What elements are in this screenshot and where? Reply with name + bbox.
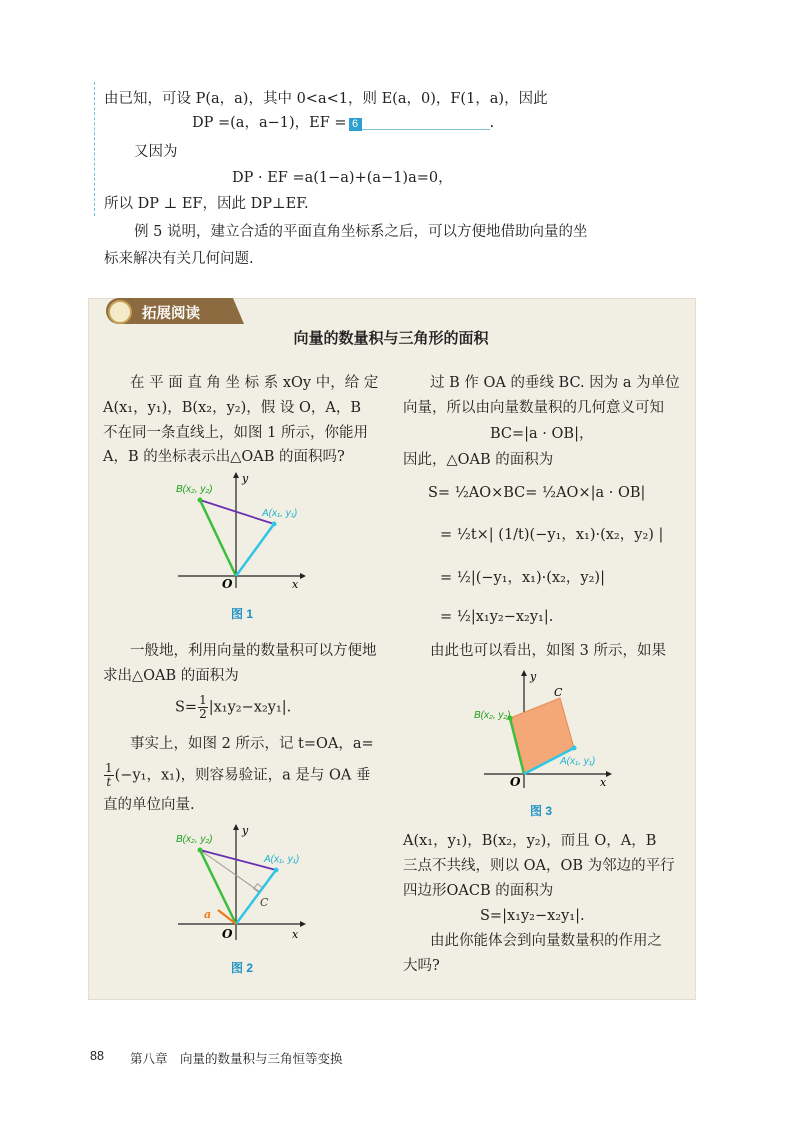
label-o: O <box>510 775 521 789</box>
margin-dashed-line <box>94 82 95 216</box>
reading-tag-label: 拓展阅读 <box>142 306 200 322</box>
blank-number-badge: 6 <box>349 118 362 131</box>
figure-2-caption: 图 2 <box>231 961 254 975</box>
area-formula-2: S=|x₁y₂−x₂y₁|. <box>480 908 585 924</box>
figure-3 <box>470 668 620 792</box>
equation-1: S= ½AO×BC= ½AO×|a · OB| <box>428 485 646 501</box>
equation-4: = ½|x₁y₂−x₂y₁|. <box>440 609 554 625</box>
fraction-half: $\frac{1}{2}$ <box>199 693 207 721</box>
fraction-1-over-t: $\frac{1}{t}$ <box>105 761 113 789</box>
left-p3-l3: 直的单位向量. <box>103 797 195 813</box>
figure-3-caption: 图 3 <box>530 804 553 818</box>
formula-rhs: |x₁y₂−x₂y₁|. <box>208 699 292 716</box>
dot-product-equation: DP · EF =a(1−a)+(a−1)a=0， <box>232 170 453 186</box>
right-p3: 由此也可以看出，如图 3 所示，如果 <box>430 643 666 659</box>
label-y: y <box>242 472 249 485</box>
chapter-title: 第八章 向量的数量积与三角恒等变换 <box>130 1051 343 1066</box>
left-p1-l4: A，B 的坐标表示出△OAB 的面积吗? <box>103 449 345 465</box>
paragraph-line-2: 标来解决有关几何问题. <box>104 251 254 267</box>
formula-lhs: S= <box>175 699 198 716</box>
left-p2-l2: 求出△OAB 的面积为 <box>103 668 239 684</box>
point-b <box>198 498 203 503</box>
period: . <box>489 115 495 131</box>
figure-2 <box>170 822 310 944</box>
label-a: A(x₁, y₁) <box>560 756 596 767</box>
label-c: C <box>554 686 563 699</box>
y-axis-arrow <box>233 472 239 478</box>
left-p1-l3: 不在同一条直线上，如图 1 所示，你能用 <box>103 425 368 441</box>
right-p4-l2: 三点不共线，则以 OA，OB 为邻边的平行 <box>403 858 675 874</box>
label-a: A(x₁, y₁) <box>262 508 298 519</box>
bc-formula: BC=|a · OB|， <box>490 426 594 442</box>
text-line-2 <box>192 113 494 133</box>
answer-blank[interactable] <box>362 117 490 130</box>
vector-oa <box>236 870 276 924</box>
x-axis-arrow <box>300 573 306 579</box>
right-p5-l2: 大吗? <box>403 958 440 974</box>
label-a: A(x₁, y₁) <box>264 854 300 865</box>
label-x: x <box>292 928 299 941</box>
label-unit-a: a <box>204 908 212 921</box>
label-b: B(x₂, y₂) <box>176 834 213 845</box>
point-a <box>272 522 277 527</box>
right-p5-l1: 由此你能体会到向量数量积的作用之 <box>430 933 662 949</box>
equation-2: = ½t×| (1/t)(−y₁，x₁)·(x₂，y₂) | <box>440 527 664 543</box>
text-line-3: 又因为 <box>134 144 178 160</box>
book-icon <box>108 300 132 324</box>
left-p3-l2-text: (−y₁，x₁)，则容易验证，a 是与 OA 垂 <box>114 767 371 784</box>
right-p2: 因此，△OAB 的面积为 <box>403 452 554 468</box>
conclusion-line: 所以 DP ⊥ EF，因此 DP⊥EF. <box>104 196 309 212</box>
right-p4-l3: 四边形OACB 的面积为 <box>403 883 554 899</box>
vector-oa <box>236 524 274 576</box>
vector-ob <box>200 500 236 576</box>
left-p3-l1: 事实上，如图 2 所示，记 t=OA，a= <box>130 736 374 752</box>
page-number: 88 <box>90 1049 104 1063</box>
panel-title: 向量的数量积与三角形的面积 <box>293 330 489 347</box>
right-p1-l2: 向量，所以由向量数量积的几何意义可知 <box>403 400 664 416</box>
left-p2-l1: 一般地，利用向量的数量积可以方便地 <box>130 643 377 659</box>
figure-1 <box>170 470 310 590</box>
label-y: y <box>242 824 249 837</box>
label-o: O <box>222 577 233 590</box>
equation-3: = ½|(−y₁，x₁)·(x₂，y₂)| <box>440 570 605 586</box>
label-x: x <box>292 578 299 590</box>
label-o: O <box>222 927 233 941</box>
label-b: B(x₂, y₂) <box>176 484 213 495</box>
panel-zigzag-border <box>88 992 696 1002</box>
area-formula-1 <box>175 694 291 721</box>
right-p1-l1: 过 B 作 OA 的垂线 BC. 因为 a 为单位 <box>430 375 680 391</box>
label-y: y <box>530 670 537 683</box>
label-x: x <box>600 776 607 789</box>
left-p1-l1: 在 平 面 直 角 坐 标 系 xOy 中，给 定 <box>130 375 379 391</box>
label-c: C <box>260 896 269 909</box>
figure-1-caption: 图 1 <box>231 607 254 621</box>
label-b: B(x₂, y₂) <box>474 710 511 721</box>
right-p4-l1: A(x₁，y₁)，B(x₂，y₂)，而且 O，A，B <box>403 833 657 849</box>
paragraph-line-1: 例 5 说明，建立合适的平面直角坐标系之后，可以方便地借助向量的坐 <box>134 224 588 240</box>
left-p3-l2 <box>103 762 370 789</box>
left-p1-l2: A(x₁，y₁)，B(x₂，y₂)，假 设 O，A，B <box>103 400 361 416</box>
text-line-1: 由已知，可设 P(a，a)，其中 0<a<1，则 E(a，0)，F(1，a)，因此 <box>104 91 548 107</box>
vector-equation: DP =(a，a−1)，EF = <box>192 115 347 131</box>
